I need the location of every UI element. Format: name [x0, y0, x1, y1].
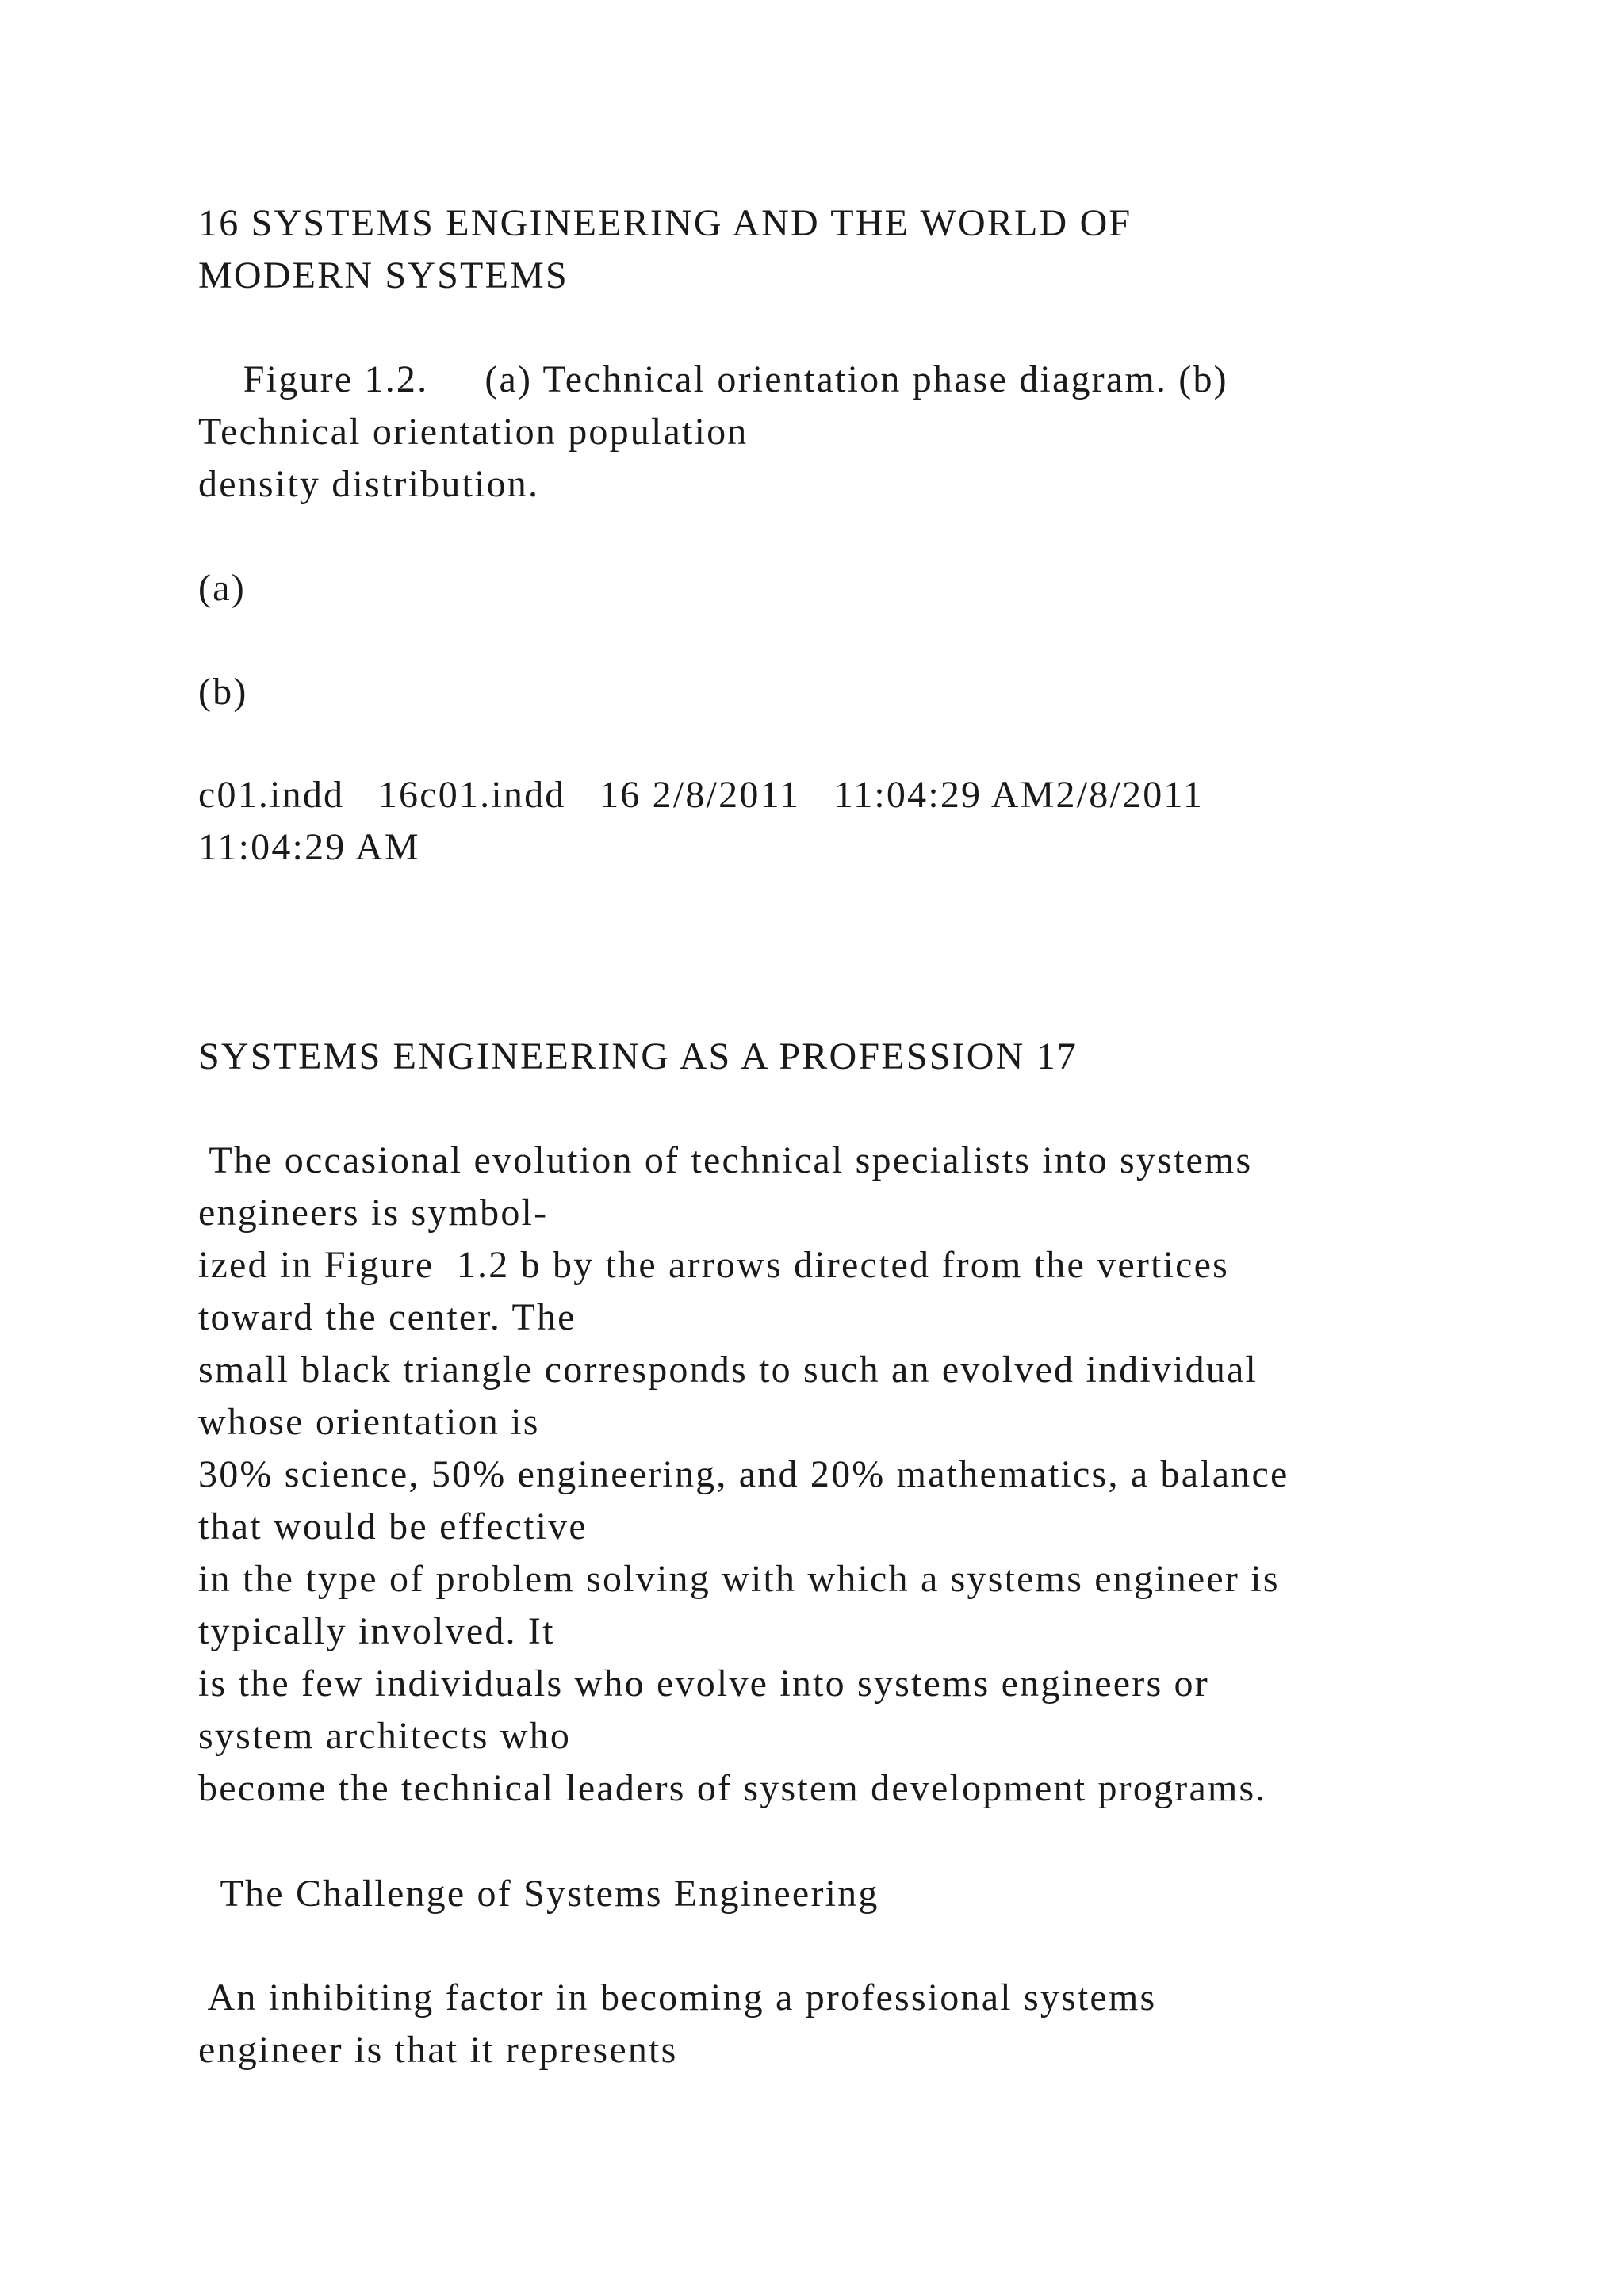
text-line: Technical orientation population — [198, 411, 749, 453]
text-line: 16 SYSTEMS ENGINEERING AND THE WORLD OF — [198, 202, 1132, 244]
text-line: become the technical leaders of system development programs. — [198, 1767, 1267, 1809]
text-line: 30% science, 50% engineering, and 20% mathematics, a balance — [198, 1453, 1289, 1495]
text-line: SYSTEMS ENGINEERING AS A PROFESSION 17 — [198, 1035, 1078, 1077]
text-line: An inhibiting factor in becoming a professional systems — [198, 1976, 1157, 2019]
text-line: engineers is symbol- — [198, 1192, 549, 1234]
text-line: The occasional evolution of technical specialists into systems — [198, 1139, 1253, 1181]
figure-caption — [198, 354, 1499, 511]
text-line: whose orientation is — [198, 1401, 540, 1443]
text-line: MODERN SYSTEMS — [198, 254, 569, 297]
body-paragraph — [198, 1972, 1499, 2076]
text-line: is the few individuals who evolve into systems engineers or — [198, 1663, 1209, 1705]
text-line: engineer is that it represents — [198, 2029, 678, 2071]
text-line: (a) — [198, 567, 246, 609]
text-line: ized in Figure 1.2 b by the arrows directed from the vertices — [198, 1244, 1230, 1286]
running-head-page-17 — [198, 1031, 1499, 1083]
text-line: in the type of problem solving with which a systems engineer is — [198, 1558, 1280, 1600]
panel-b-label — [198, 666, 1499, 718]
text-line: toward the center. The — [198, 1296, 576, 1338]
running-head-page-16 — [198, 197, 1499, 302]
text-line: c01.indd 16c01.indd 16 2/8/2011 11:04:29 AM2/8/2011 — [198, 774, 1205, 816]
text-line: Figure 1.2. (a) Technical orientation phase diagram. (b) — [198, 358, 1228, 400]
panel-a-label — [198, 562, 1499, 614]
text-line: density distribution. — [198, 463, 540, 505]
text-line: The Challenge of Systems Engineering — [198, 1873, 879, 1915]
text-line: 11:04:29 AM — [198, 826, 420, 868]
slug-line — [198, 769, 1499, 874]
text-line: typically involved. It — [198, 1610, 555, 1652]
text-line: small black triangle corresponds to such an evolved individual — [198, 1349, 1258, 1391]
text-line: (b) — [198, 671, 248, 713]
text-line: that would be effective — [198, 1506, 588, 1548]
section-heading — [198, 1868, 1499, 1920]
body-paragraph — [198, 1135, 1499, 1815]
text-line: system architects who — [198, 1715, 572, 1757]
